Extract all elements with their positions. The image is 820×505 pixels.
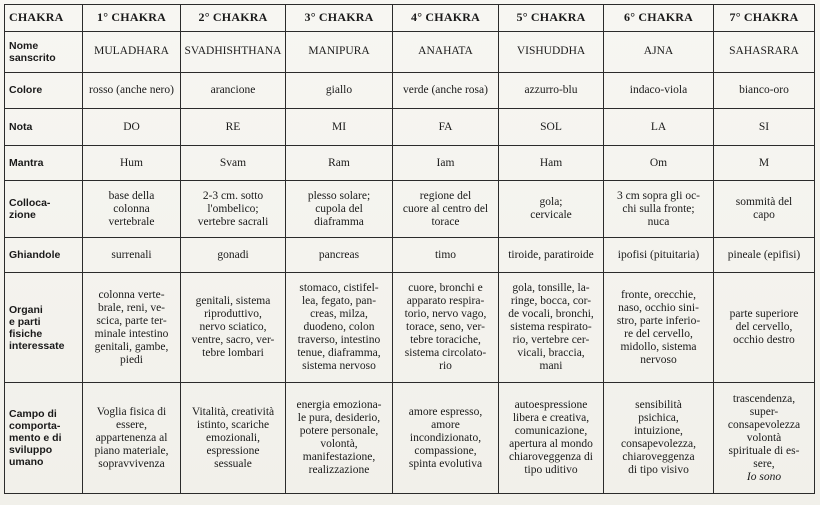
table-cell: gola; cervicale (499, 180, 604, 237)
table-cell: fronte, orecchie, naso, occhio sini- stro, parte inferio- re del cervello, midollo, sistema nervoso (604, 273, 714, 383)
table-cell: Ham (499, 146, 604, 181)
table-cell: 3 cm sopra gli oc- chi sulla fronte; nuca (604, 180, 714, 237)
table-cell: azzurro-blu (499, 72, 604, 109)
row-mantra (5, 146, 815, 181)
row-label: Campo di comporta- mento e di sviluppo umano (5, 383, 83, 494)
table-cell: ipofisi (pituitaria) (604, 238, 714, 273)
table-cell: SAHASRARA (714, 31, 815, 72)
row-nome-sanscrito (5, 31, 815, 72)
header-chakra-3: 3° CHAKRA (286, 5, 393, 32)
table-cell: SOL (499, 109, 604, 146)
table-cell: Om (604, 146, 714, 181)
header-row (5, 5, 815, 32)
table-cell: sommità del capo (714, 180, 815, 237)
table-cell: indaco-viola (604, 72, 714, 109)
table-cell: ANAHATA (393, 31, 499, 72)
row-label: Colore (5, 72, 83, 109)
chakra-table (4, 4, 815, 494)
row-label: Colloca- zione (5, 180, 83, 237)
header-chakra-1: 1° CHAKRA (83, 5, 181, 32)
table-cell: sensibilità psichica, intuizione, consapevolezza, chiaroveggenza di tipo visivo (604, 383, 714, 494)
table-cell: plesso solare; cupola del diaframma (286, 180, 393, 237)
table-cell: Iam (393, 146, 499, 181)
table-cell: colonna verte- brale, reni, ve- scica, parte ter- minale intestino genitali, gambe, piedi (83, 273, 181, 383)
table-cell: RE (181, 109, 286, 146)
header-chakra-4: 4° CHAKRA (393, 5, 499, 32)
cell-italic-text: Io sono (746, 470, 782, 483)
table-cell: M (714, 146, 815, 181)
table-cell: cuore, bronchi e apparato respira- torio, nervo vago, torace, seno, ver- tebre toraciche, sistema circolato- rio (393, 273, 499, 383)
table-cell: tiroide, paratiroide (499, 238, 604, 273)
table-cell: gonadi (181, 238, 286, 273)
row-organi (5, 273, 815, 383)
row-label: Mantra (5, 146, 83, 181)
table-cell: pineale (epifisi) (714, 238, 815, 273)
table-cell: AJNA (604, 31, 714, 72)
table-cell: Vitalità, creatività istinto, scariche emozionali, espressione sessuale (181, 383, 286, 494)
table-cell: verde (anche rosa) (393, 72, 499, 109)
row-colore (5, 72, 815, 109)
table-cell: Voglia fisica di essere, appartenenza al piano materiale, sopravvivenza (83, 383, 181, 494)
row-nota (5, 109, 815, 146)
header-chakra-6: 6° CHAKRA (604, 5, 714, 32)
row-ghiandole (5, 238, 815, 273)
table-cell: SI (714, 109, 815, 146)
table-cell: arancione (181, 72, 286, 109)
table-cell: bianco-oro (714, 72, 815, 109)
row-collocazione (5, 180, 815, 237)
row-label: Ghiandole (5, 238, 83, 273)
cell-text: trascendenza, super- consapevolezza volontà spirituale di es- sere, (727, 392, 801, 470)
table-cell: regione del cuore al centro del torace (393, 180, 499, 237)
table-cell: amore espresso, amore incondizionato, compassione, spinta evolutiva (393, 383, 499, 494)
table-cell: Svam (181, 146, 286, 181)
table-cell: VISHUDDHA (499, 31, 604, 72)
table-cell: DO (83, 109, 181, 146)
table-cell: stomaco, cistifel- lea, fegato, pan- creas, milza, duodeno, colon traverso, intestino tenue, diaframma, sistema nervoso (286, 273, 393, 383)
table-cell: energia emoziona- le pura, desiderio, potere personale, volontà, manifestazione, realizzazione (286, 383, 393, 494)
table-cell: genitali, sistema riproduttivo, nervo sciatico, ventre, sacro, ver- tebre lombari (181, 273, 286, 383)
row-campo (5, 383, 815, 494)
row-label: Nome sanscrito (5, 31, 83, 72)
table-cell: giallo (286, 72, 393, 109)
table-cell: MULADHARA (83, 31, 181, 72)
table-cell: rosso (anche nero) (83, 72, 181, 109)
table-cell: base della colonna vertebrale (83, 180, 181, 237)
header-chakra: CHAKRA (5, 5, 83, 32)
table-cell: MANIPURA (286, 31, 393, 72)
table-cell: timo (393, 238, 499, 273)
table-cell: FA (393, 109, 499, 146)
table-cell: Hum (83, 146, 181, 181)
header-chakra-7: 7° CHAKRA (714, 5, 815, 32)
header-chakra-5: 5° CHAKRA (499, 5, 604, 32)
table-cell-last (714, 383, 815, 494)
table-cell: gola, tonsille, la- ringe, bocca, cor- de vocali, bronchi, sistema respirato- rio, vertebre cer- vicali, braccia, mani (499, 273, 604, 383)
table-cell: autoespressione libera e creativa, comunicazione, apertura al mondo chiaroveggenza di tipo uditivo (499, 383, 604, 494)
row-label: Nota (5, 109, 83, 146)
table-cell: MI (286, 109, 393, 146)
table-cell: Ram (286, 146, 393, 181)
table-cell: 2-3 cm. sotto l'ombelico; vertebre sacrali (181, 180, 286, 237)
table-cell: LA (604, 109, 714, 146)
table-cell: surrenali (83, 238, 181, 273)
table-cell: pancreas (286, 238, 393, 273)
row-label: Organi e parti fisiche interessate (5, 273, 83, 383)
table-cell: SVADHISHTHANA (181, 31, 286, 72)
table-cell: parte superiore del cervello, occhio destro (714, 273, 815, 383)
header-chakra-2: 2° CHAKRA (181, 5, 286, 32)
